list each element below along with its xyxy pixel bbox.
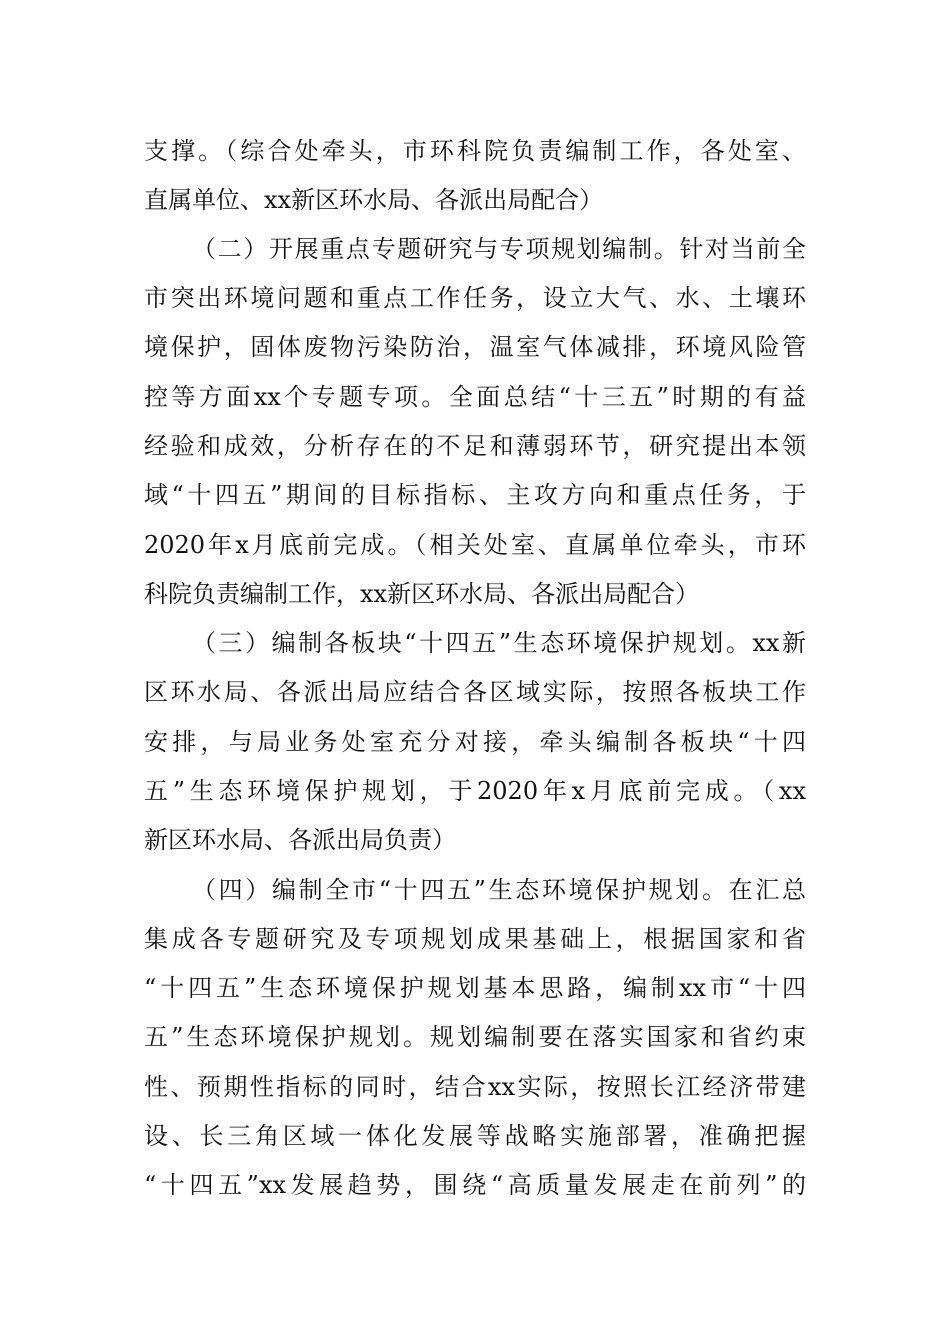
- text-line: 安排，与局业务处室充分对接，牵头编制各板块“十四: [144, 728, 806, 756]
- text-line: 集成各专题研究及专项规划成果基础上，根据国家和省: [144, 925, 806, 953]
- text-line: 新区环水局、各派出局负责）: [144, 826, 456, 854]
- text-line: 五”生态环境保护规划，于2020年x月底前完成。（xx: [144, 777, 806, 805]
- text-line: 设、长三角区域一体化发展等战略实施部署，准确把握: [144, 1122, 806, 1150]
- text-line: 境保护，固体废物污染防治，温室气体减排，环境风险管: [144, 333, 806, 361]
- text-line: 五”生态环境保护规划。规划编制要在落实国家和省约束: [144, 1023, 806, 1051]
- text-line: 域“十四五”期间的目标指标、主攻方向和重点任务，于: [144, 481, 806, 509]
- text-line: 性、预期性指标的同时，结合xx实际，按照长江经济带建: [144, 1073, 806, 1101]
- text-line: 2020年x月底前完成。（相关处室、直属单位牵头，市环: [144, 531, 806, 559]
- paragraph-heading-line: （二）开展重点专题研究与专项规划编制。针对当前全: [192, 235, 806, 263]
- paragraph-heading-line: （四）编制全市“十四五”生态环境保护规划。在汇总: [192, 876, 806, 904]
- paragraph-heading-line: （三）编制各板块“十四五”生态环境保护规划。xx新: [192, 629, 806, 657]
- text-line: 控等方面xx个专题专项。全面总结“十三五”时期的有益: [144, 383, 806, 411]
- text-line: 科院负责编制工作，xx新区环水局、各派出局配合）: [144, 580, 700, 608]
- text-line: “十四五”生态环境保护规划基本思路，编制xx市“十四: [144, 974, 806, 1002]
- text-line: 经验和成效，分析存在的不足和薄弱环节，研究提出本领: [144, 432, 806, 460]
- text-line: “十四五”xx发展趋势，围绕“高质量发展走在前列”的: [144, 1171, 806, 1199]
- text-line: 支撑。（综合处牵头，市环科院负责编制工作，各处室、: [144, 137, 806, 165]
- text-line: 直属单位、xx新区环水局、各派出局配合）: [144, 186, 604, 214]
- text-line: 市突出环境问题和重点工作任务，设立大气、水、土壤环: [144, 284, 806, 312]
- text-line: 区环水局、各派出局应结合各区域实际，按照各板块工作: [144, 678, 806, 706]
